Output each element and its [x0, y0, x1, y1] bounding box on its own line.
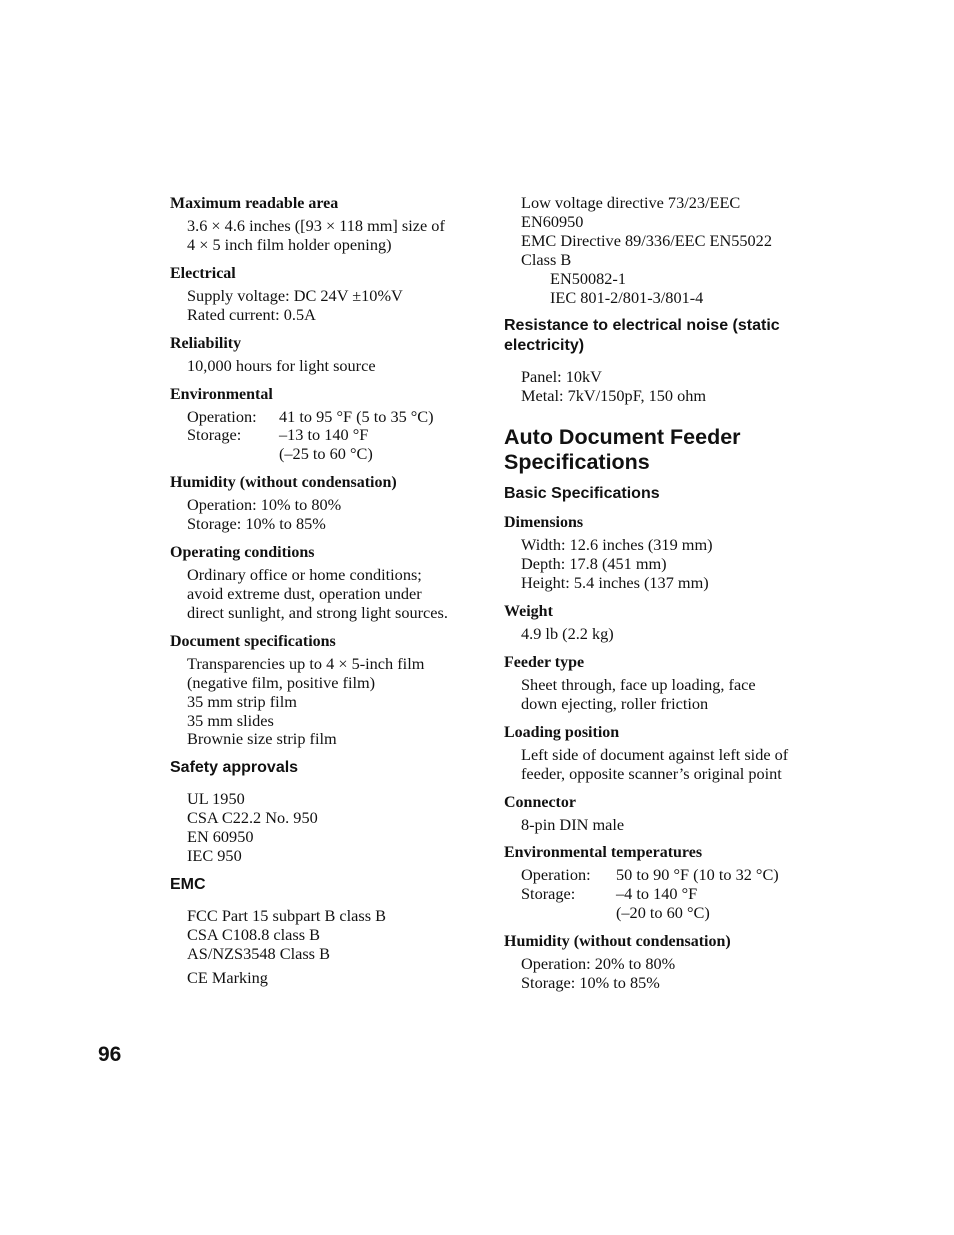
humidity-heading: Humidity (without condensation): [170, 474, 397, 492]
text-line: Storage: 10% to 85%: [521, 973, 660, 993]
noise-body: [521, 368, 804, 406]
text-line: EN50082-1: [550, 268, 626, 288]
text-line: 35 mm strip film: [187, 691, 297, 711]
loading-position-body: [521, 746, 804, 784]
text-line: Operation: 10% to 80%: [187, 495, 342, 515]
connector-body: [521, 816, 804, 835]
text-line: EN60950: [521, 211, 584, 231]
text-line: Width: 12.6 inches (319 mm): [521, 535, 713, 555]
adf-humidity-heading: Humidity (without condensation): [504, 933, 731, 951]
text-line: EN 60950: [187, 827, 254, 847]
storage-label: Storage:: [521, 884, 576, 904]
text-line: Panel: 10kV: [521, 367, 602, 387]
emc-heading: EMC: [170, 875, 206, 893]
text-line: Operation: 20% to 80%: [521, 954, 676, 974]
text-line: 4 × 5 inch film holder opening): [187, 234, 392, 254]
text-line: 4.9 lb (2.2 kg): [521, 623, 614, 643]
weight-body: [521, 625, 804, 644]
loading-position-heading: Loading position: [504, 723, 620, 741]
adf-section-title: [504, 425, 804, 475]
humidity-body: [187, 496, 470, 534]
operation-label: Operation:: [521, 865, 591, 885]
reliability-heading: Reliability: [170, 334, 242, 352]
text-line: UL 1950: [187, 789, 245, 809]
text-line: feeder, opposite scanner’s original point: [521, 763, 782, 783]
feeder-type-heading: Feeder type: [504, 653, 585, 671]
text-line: Low voltage directive 73/23/EEC: [521, 193, 741, 212]
max-area-body: [187, 217, 470, 255]
connector-heading: Connector: [504, 793, 576, 811]
ce-body: [521, 194, 804, 307]
text-line: Height: 5.4 inches (137 mm): [521, 573, 709, 593]
text-line: Storage: 10% to 85%: [187, 514, 326, 534]
text-line: Class B: [521, 249, 572, 269]
text-line: avoid extreme dust, operation under: [187, 583, 422, 603]
env-temp-table: [521, 866, 804, 923]
text-line: CSA C108.8 class B: [187, 924, 320, 944]
text-line: Brownie size strip film: [187, 729, 337, 749]
noise-heading: [504, 316, 804, 356]
dimensions-heading: Dimensions: [504, 514, 584, 532]
text-line: Sheet through, face up loading, face: [521, 674, 756, 694]
text-line: down ejecting, roller friction: [521, 693, 709, 713]
text-line: (negative film, positive film): [187, 672, 376, 692]
title-line: Auto Document Feeder: [504, 425, 741, 450]
max-area-heading: Maximum readable area: [170, 195, 339, 212]
text-line: Metal: 7kV/150pF, 150 ohm: [521, 386, 707, 406]
electrical-body: [187, 287, 470, 325]
operation-value: 41 to 95 °F (5 to 35 °C): [279, 406, 434, 426]
text-line: IEC 950: [187, 846, 242, 866]
text-line: EMC Directive 89/336/EEC EN55022: [521, 230, 772, 250]
text-line: FCC Part 15 subpart B class B: [187, 905, 387, 925]
env-temp-heading: Environmental temperatures: [504, 844, 703, 862]
text-line: CE Marking: [187, 967, 268, 987]
storage-value-celsius: (–25 to 60 °C): [279, 444, 373, 464]
reliability-body: [187, 357, 470, 376]
text-line: Rated current: 0.5A: [187, 304, 316, 324]
text-line: 10,000 hours for light source: [187, 355, 376, 375]
document-heading: Document specifications: [170, 632, 336, 650]
document-body: [187, 655, 470, 750]
operation-value: 50 to 90 °F (10 to 32 °C): [616, 865, 779, 885]
page-number: 96: [98, 1043, 122, 1066]
text-line: Depth: 17.8 (451 mm): [521, 554, 667, 574]
text-line: Transparencies up to 4 × 5-inch film: [187, 653, 425, 673]
text-line: CSA C22.2 No. 950: [187, 808, 318, 828]
heading-line: electricity): [504, 337, 585, 355]
emc-body: [187, 907, 470, 988]
storage-label: Storage:: [187, 425, 242, 445]
operation-label: Operation:: [187, 406, 257, 426]
dimensions-body: [521, 536, 804, 593]
safety-body: [187, 790, 470, 866]
text-line: direct sunlight, and strong light sources.: [187, 602, 448, 622]
operating-heading: Operating conditions: [170, 544, 315, 562]
environmental-table: [187, 408, 470, 465]
safety-heading: Safety approvals: [170, 759, 299, 777]
electrical-heading: Electrical: [170, 264, 236, 282]
right-column: [504, 194, 804, 993]
basic-specs-heading: Basic Specifications: [504, 485, 660, 503]
text-line: 8-pin DIN male: [521, 814, 625, 834]
text-line: IEC 801-2/801-3/801-4: [550, 287, 704, 307]
text-line: Ordinary office or home conditions;: [187, 565, 422, 585]
environmental-heading: Environmental: [170, 385, 273, 403]
storage-value: –4 to 140 °F: [616, 884, 698, 904]
adf-humidity-body: [521, 955, 804, 993]
left-column: [170, 194, 470, 988]
text-line: Supply voltage: DC 24V ±10%V: [187, 285, 403, 305]
operating-body: [187, 566, 470, 623]
text-line: AS/NZS3548 Class B: [187, 943, 330, 963]
text-line: 35 mm slides: [187, 710, 274, 730]
storage-value-celsius: (–20 to 60 °C): [616, 903, 710, 923]
title-line: Specifications: [504, 450, 650, 475]
heading-line: Resistance to electrical noise (static: [504, 317, 780, 335]
text-line: 3.6 × 4.6 inches ([93 × 118 mm] size of: [187, 216, 445, 235]
feeder-type-body: [521, 676, 804, 714]
weight-heading: Weight: [504, 602, 553, 620]
storage-value: –13 to 140 °F: [279, 425, 369, 445]
text-line: Left side of document against left side of: [521, 744, 789, 764]
